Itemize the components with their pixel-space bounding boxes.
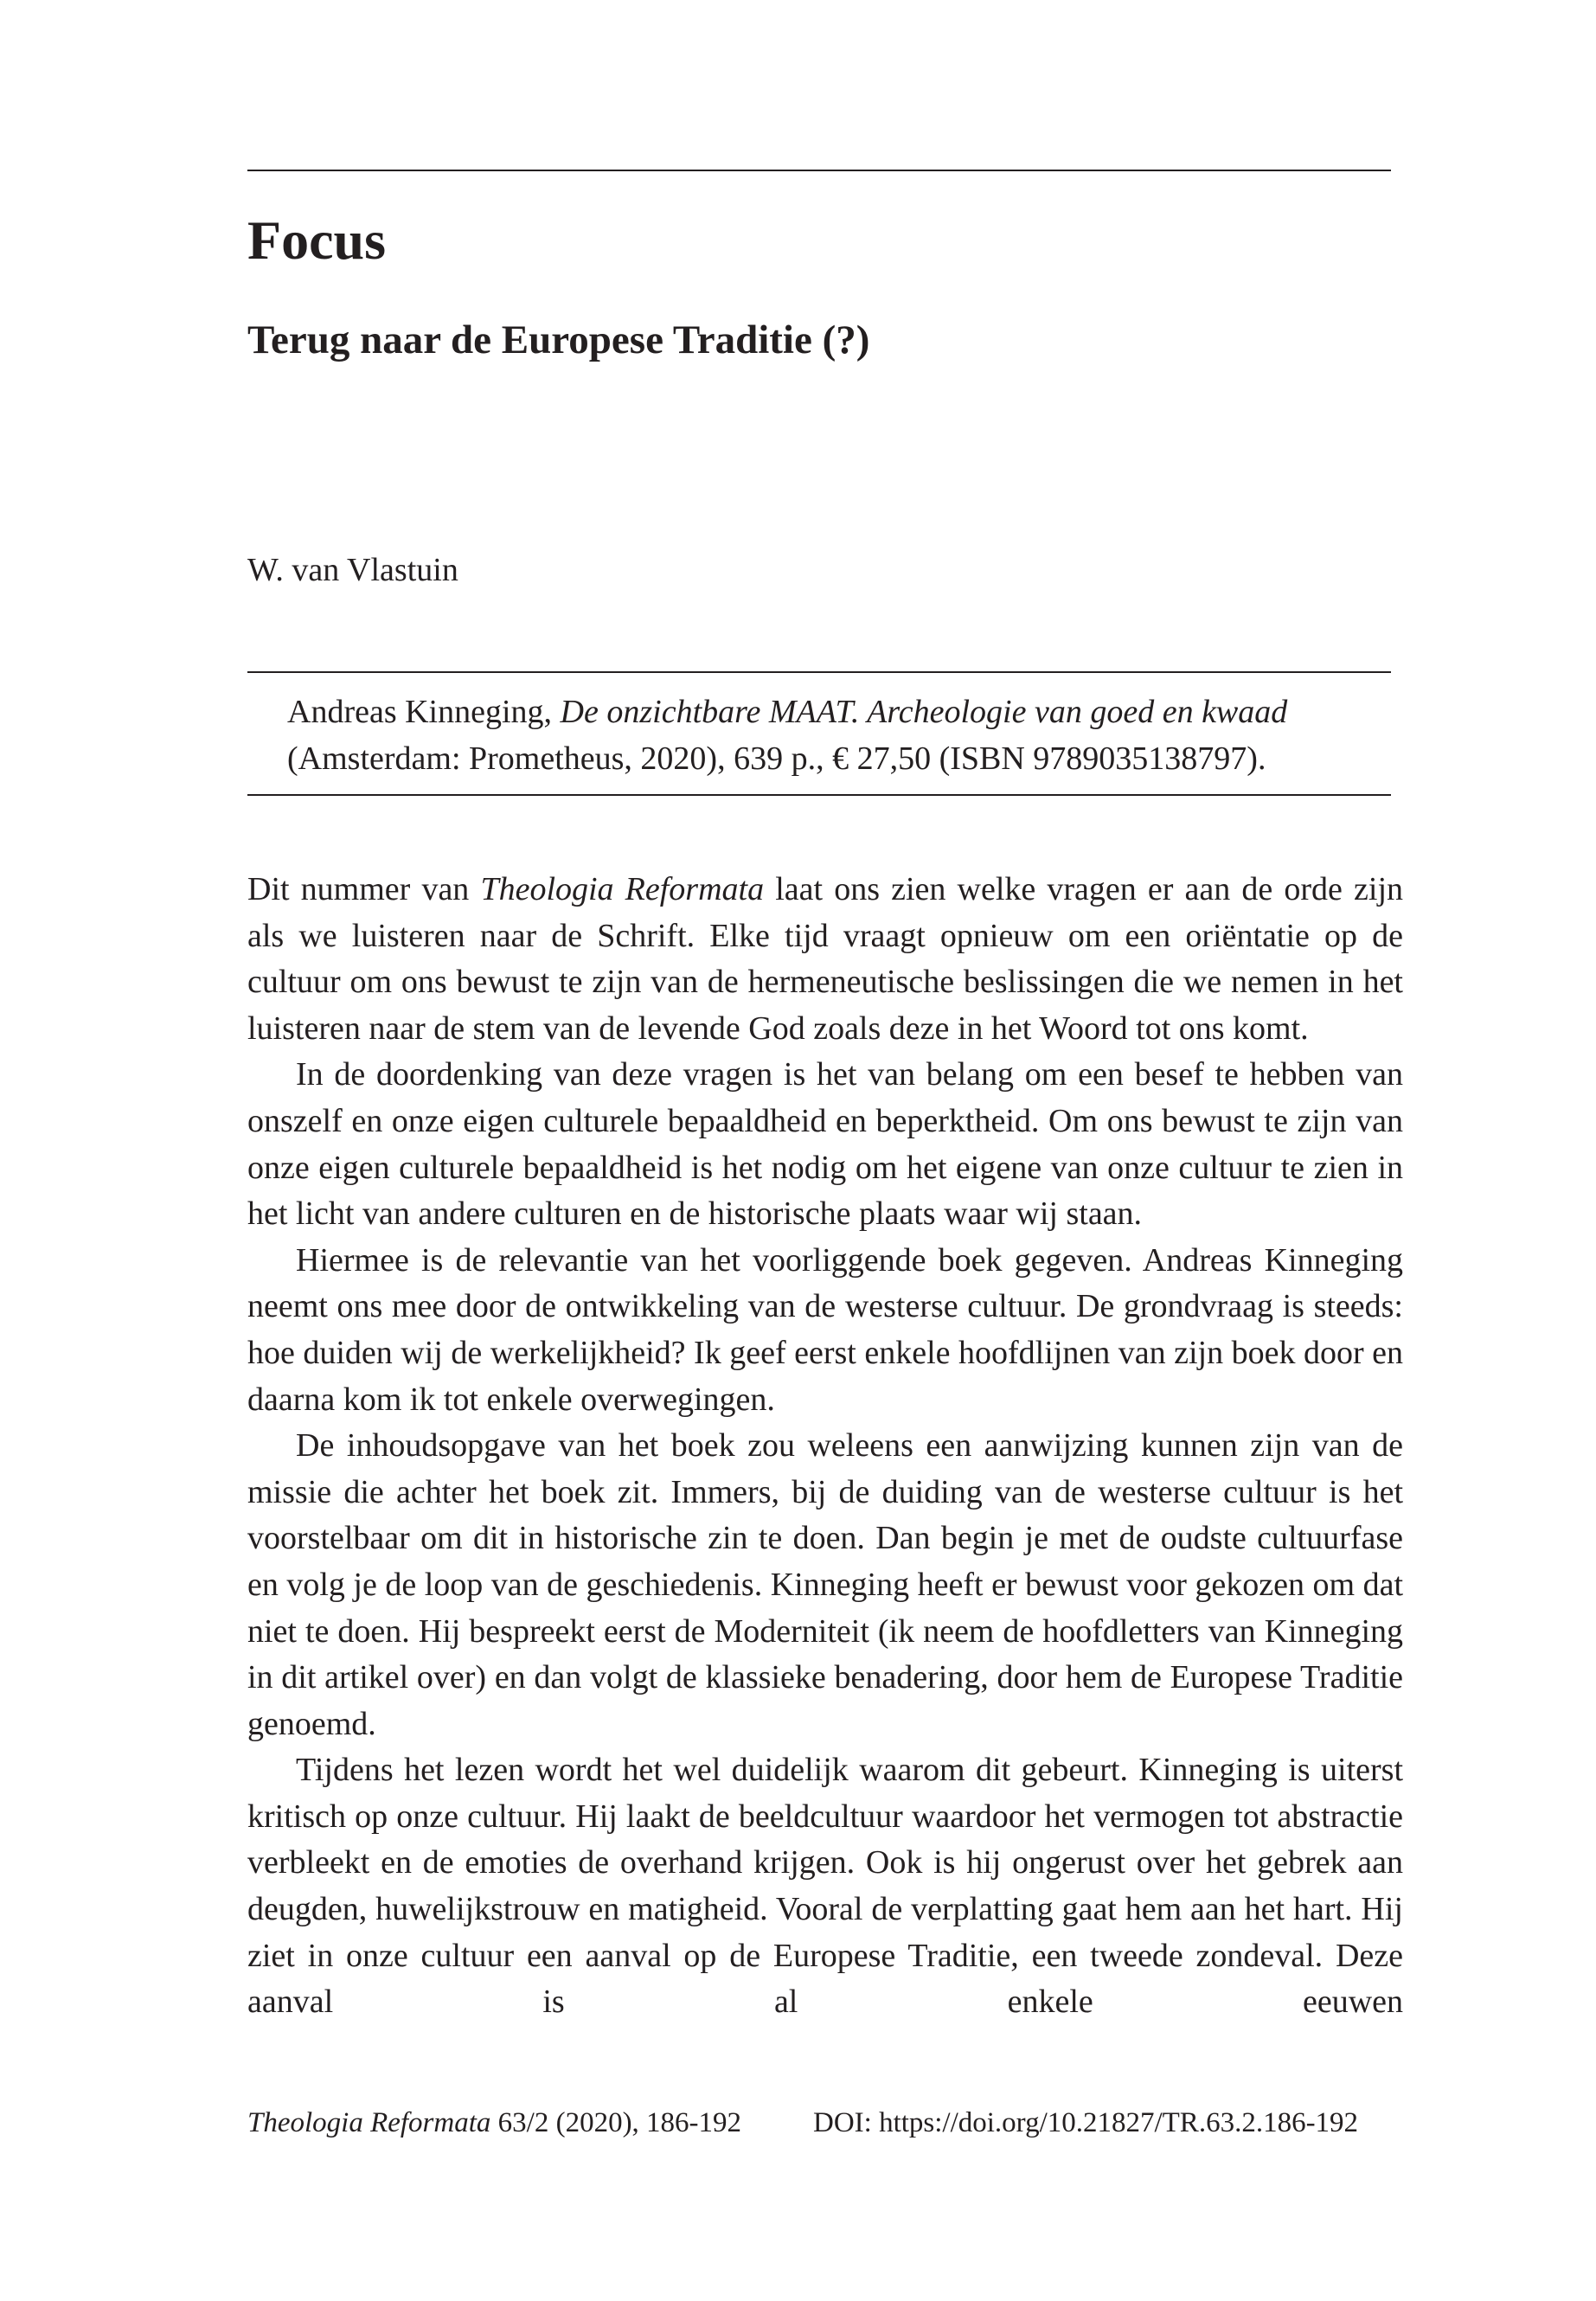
book-author: Andreas Kinneging, [287, 694, 553, 730]
paragraph-2: In de doordenking van deze vragen is het van belang om een besef te hebben van onszelf en onze eigen culturele bepaaldheid en beperktheid. Om ons bewust te zijn van onze eigen culturele bepaaldheid is het nodig om het eigene van onze cultuur te zien in het licht van andere culturen en de historische plaats waar wij staan. [247, 1056, 1403, 1233]
book-title: De onzichtbare MAAT. Archeologie van goed en kwaad [560, 694, 1288, 730]
paragraph-4: De inhoudsopgave van het boek zou weleens een aanwijzing kunnen zijn van de missie die achter het boek zit. Immers, bij de duiding van de westerse cultuur is het voorstelbaar om dit in historische zin te doen. Dan begin je met de oudste cultuurfase en volg je de loop van de geschiedenis. Kinneging heeft er bewust voor gekozen om dat niet te doen. Hij bespreekt eerst de Moderniteit (ik neem de hoofdletters van Kinneging in dit artikel over) en dan volgt de klassieke benadering, door hem de Europese Traditie genoemd. [247, 1427, 1403, 1742]
paragraph-5: Tijdens het lezen wordt het wel duidelijk waarom dit gebeurt. Kinneging is uiterst kritisch op onze cultuur. Hij laakt de beeldcultuur waardoor het vermogen tot abstractie verbleekt en de emoties de overhand krijgen. Ook is hij ongerust over het gebrek aan deugden, huwelijkstrouw en matigheid. Vooral de verplatting gaat hem aan het hart. Hij ziet in onze cultuur een aanval op de Europese Traditie, een tweede zondeval. Deze aanval is al enkele eeuwen [247, 1752, 1403, 2021]
review-top-rule [247, 671, 1391, 673]
review-bottom-rule [247, 794, 1391, 796]
footer-doi: DOI: https://doi.org/10.21827/TR.63.2.186-192 [813, 2107, 1359, 2138]
footer-journal: Theologia Reformata [247, 2107, 491, 2138]
article-title: Terug naar de Europese Traditie (?) [247, 317, 870, 362]
reviewed-book-reference [287, 689, 1403, 782]
article-body [247, 867, 1403, 2026]
footer-issue: 63/2 (2020), 186-192 [490, 2107, 742, 2138]
section-title: Focus [247, 209, 386, 271]
book-details: (Amsterdam: Prometheus, 2020), 639 p., € 27,50 (ISBN 9789035138797). [287, 740, 1266, 777]
journal-name-inline: Theologia Reformata [480, 871, 765, 907]
top-rule [247, 170, 1391, 171]
footer-citation [247, 2109, 741, 2138]
paragraph-1: Dit nummer van Theologia Reformata laat ons zien welke vragen er aan de orde zijn als we luisteren naar de Schrift. Elke tijd vraagt opnieuw om een oriëntatie op de cultuur om ons bewust te zijn van de hermeneutische beslissingen die we nemen in het luisteren naar de stem van de levende God zoals deze in het Woord tot ons komt. [247, 871, 1404, 1047]
paragraph-3: Hiermee is de relevantie van het voorliggende boek gegeven. Andreas Kinneging neemt ons mee door de ontwikkeling van de westerse cultuur. De grondvraag is steeds: hoe duiden wij de werkelijkheid? Ik geef eerst enkele hoofdlijnen van zijn boek door en daarna kom ik tot enkele overwegingen. [247, 1241, 1403, 1418]
author-name: W. van Vlastuin [247, 552, 458, 588]
